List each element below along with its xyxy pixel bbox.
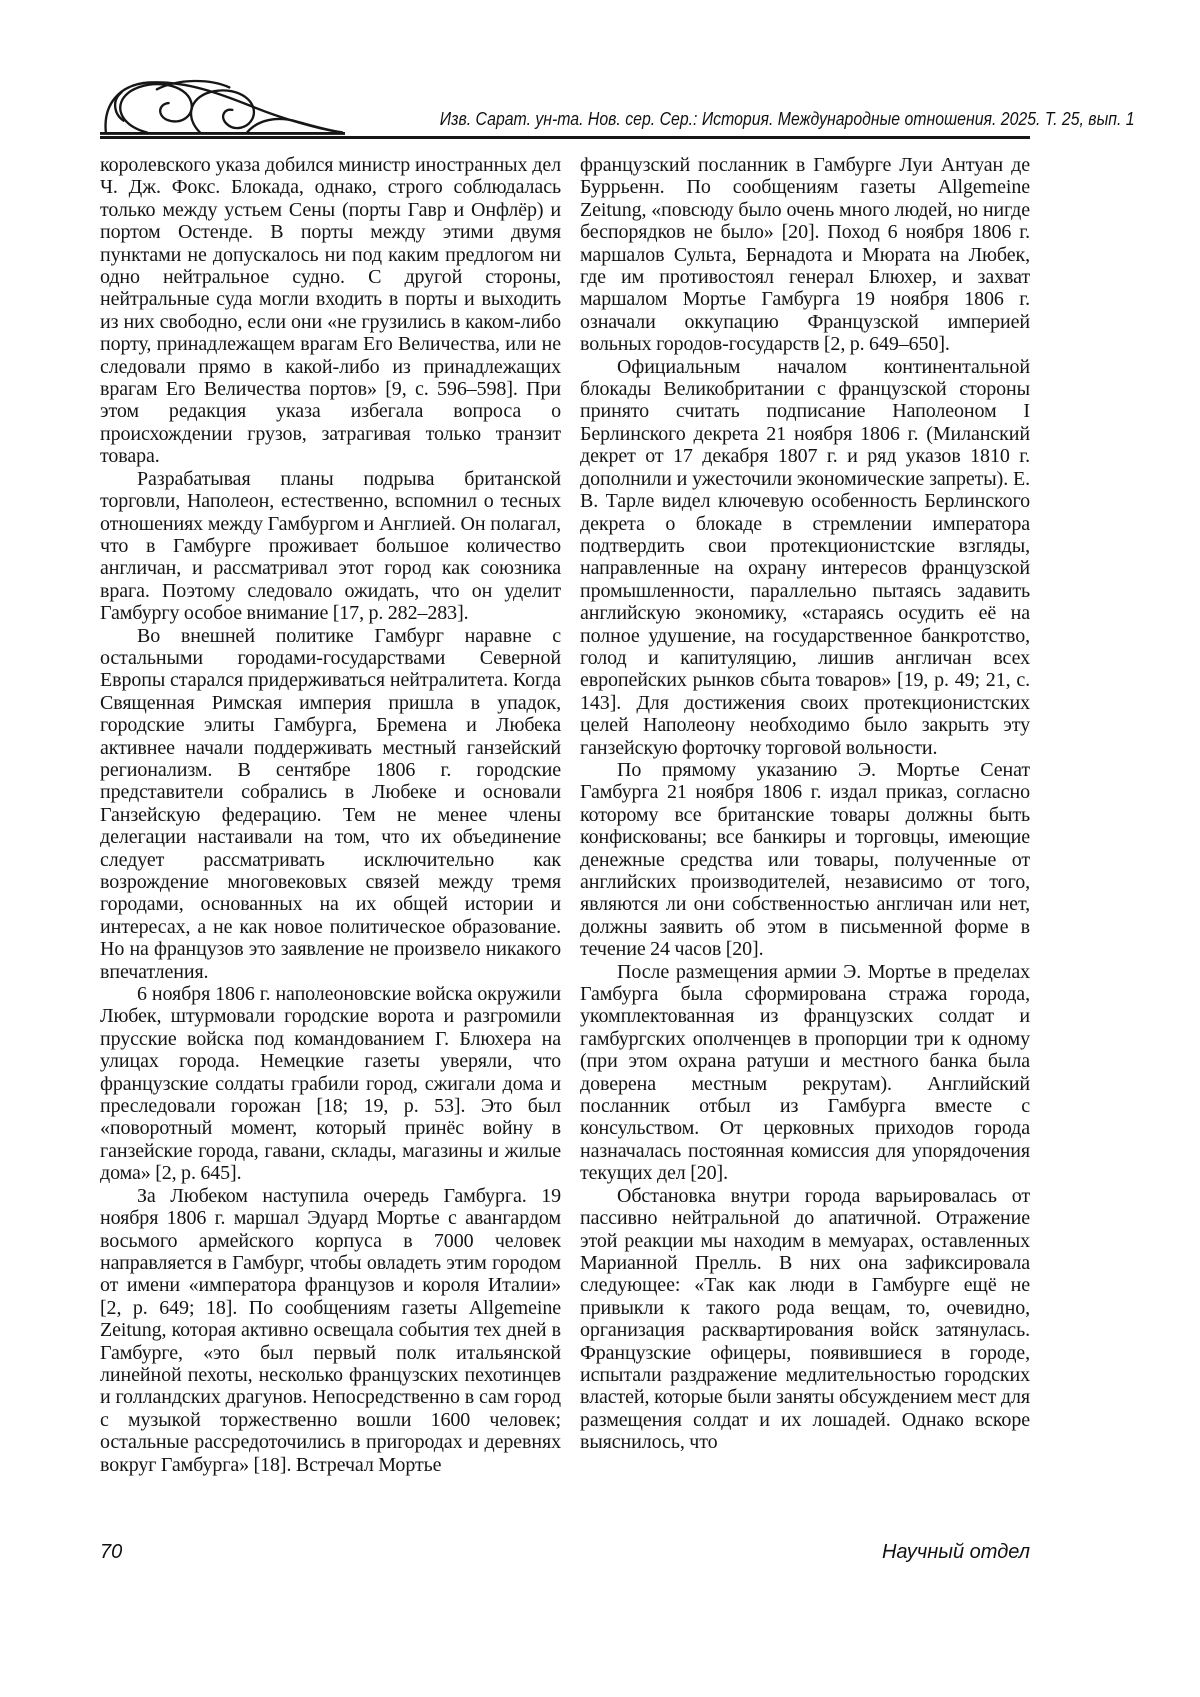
paragraph: Во внешней политике Гамбург наравне с остальными городами-государствами Северной Европы старался придерживаться нейтралитета. Когда Священная Римская империя пришла в упадок, городские элиты Гамбурга, Бремена и Любека активнее начали поддерживать местный ганзейский регионализм. В сентябре 1806 г. городские представители собрались в Любеке и основали Ганзейскую федерацию. Тем не менее члены делегации настаивали на том, что их объединение следует рассматривать исключительно как возрождение многовековых связей между тремя городами, основанных на их общей истории и интересах, а не как новое политическое образование. Но на французов это заявление не произвело никакого впечатления. <box>100 624 561 983</box>
paragraph: После размещения армии Э. Мортье в пределах Гамбурга была сформирована стража города, укомплектованная из французских солдат и гамбургских ополченцев в пропорции три к одному (при этом охрана ратуши и местного банка была доверена местным рекрутам). Английский посланник отбыл из Гамбурга вместе с консульством. От церковных приходов города назначалась постоянная комиссия для упорядочения текущих дел [20]. <box>580 960 1030 1185</box>
paragraph: Официальным началом континентальной блокады Великобритании с французской стороны принято считать подписание Наполеоном I Берлинского декрета 21 ноября 1806 г. (Миланский декрет от 17 декабря 1807 г. и ряд указов 1810 г. дополнили и ужесточили экономические запреты). Е. В. Тарле видел ключевую особенность Берлинского декрета о блокаде в стремлении императора подтвердить свои протекционистские взгляды, направленные на охрану интересов французской промышленности, параллельно пытаясь задавить английскую экономику, «стараясь осудить её на полное удушение, на государственное банкротство, голод и капитуляцию, лишив англичан всех европейских рынков сбыта товаров» [19, p. 49; 21, с. 143]. Для достижения своих протекционистских целей Наполеону необходимо было закрыть эту ганзейскую форточку торговой вольности. <box>580 355 1030 759</box>
paragraph: Обстановка внутри города варьировалась от пассивно нейтральной до апатичной. Отражение этой реакции мы находим в мемуарах, оставленных Марианной Прелль. В них она зафиксировала следующее: «Так как люди в Гамбурге ещё не привыкли к такого рода вещам, то, очевидно, организация расквартирования войск затянулась. Французские офицеры, появившиеся в городе, испытали раздражение медлительностью городских властей, которые были заняты обсуждением мест для размещения солдат и их лошадей. Однако вскоре выяснилось, что <box>580 1184 1030 1454</box>
paragraph: королевского указа добился министр иностранных дел Ч. Дж. Фокс. Блокада, однако, строго соблюдалась только между устьем Сены (порты Гавр и Онфлёр) и портом Остенде. В порты между этими двумя пунктами не допускалось ни под каким предлогом ни одно нейтральное судно. С другой стороны, нейтральные суда могли входить в порты и выходить из них свободно, если они «не грузились в каком-либо порту, принадлежащем врагам Его Величества, или не следовали прямо в какой-либо из принадлежащих врагам Его Величества портов» [9, с. 596–598]. При этом редакция указа избегала вопроса о происхождении грузов, затрагивая только транзит товара. <box>100 154 561 468</box>
paragraph: Разрабатывая планы подрыва британской торговли, Наполеон, естественно, вспомнил о тесных отношениях между Гамбургом и Англией. Он полагал, что в Гамбурге проживает большое количество англичан, и рассматривал этот город как союзника врага. Поэтому следовало ожидать, что он уделит Гамбургу особое внимание [17, p. 282–283]. <box>100 467 561 625</box>
paragraph: французский посланник в Гамбурге Луи Антуан де Буррьенн. По сообщениям газеты Allgemeine Zeitung, «повсюду было очень много людей, но нигде беспорядков не было» [20]. Поход 6 ноября 1806 г. маршалов Сульта, Бернадота и Мюрата на Любек, где им противостоял генерал Блюхер, и захват маршалом Мортье Гамбурга 19 ноября 1806 г. означали оккупацию Французской империей вольных городов-государств [2, p. 649–650]. <box>580 154 1030 356</box>
paragraph: По прямому указанию Э. Мортье Сенат Гамбурга 21 ноября 1806 г. издал приказ, согласно которому все британские товары должны быть конфискованы; все банкиры и торговцы, имеющие денежные средства или товары, полученные от английских производителей, независимо от того, являются ли они собственностью англичан или нет, должны заявить об этом в письменной форме в течение 24 часов [20]. <box>580 758 1030 961</box>
right-column <box>580 154 1030 1476</box>
running-title: Изв. Сарат. ун-та. Нов. сер. Сер.: История. Международные отношения. 2025. Т. 25, вып. 1 <box>439 109 1135 129</box>
article-body <box>100 154 1030 1476</box>
flourish-ornament-icon <box>100 76 345 136</box>
page-footer <box>100 1541 1030 1564</box>
paragraph: 6 ноября 1806 г. наполеоновские войска окружили Любек, штурмовали городские ворота и разгромили прусские войска под командованием Г. Блюхера на улицах города. Немецкие газеты уверяли, что французские солдаты грабили город, сжигали дома и преследовали горожан [18; 19, p. 53]. Это был «поворотный момент, который принёс войну в ганзейские города, гавани, склады, магазины и жилые дома» [2, p. 645]. <box>100 983 561 1185</box>
page-number: 70 <box>100 1541 123 1563</box>
paragraph: За Любеком наступила очередь Гамбурга. 19 ноября 1806 г. маршал Эдуард Мортье с авангардом восьмого армейского корпуса в 7000 человек направляется в Гамбург, чтобы овладеть этим городом от имени «императора французов и короля Италии» [2, p. 649; 18]. По сообщениям газеты Allgemeine Zeitung, которая активно освещала события тех дней в Гамбурге, «это был первый полк итальянской линейной пехоты, несколько французских пехотинцев и голландских драгунов. Непосредственно в сам город с музыкой торжественно вошли 1600 человек; остальные рассредоточились в пригородах и деревнях вокруг Гамбурга» [18]. Встречал Мортье <box>100 1184 561 1476</box>
section-label: Научный отдел <box>881 1541 1030 1563</box>
left-column <box>100 154 561 1476</box>
page-header <box>100 74 1135 139</box>
